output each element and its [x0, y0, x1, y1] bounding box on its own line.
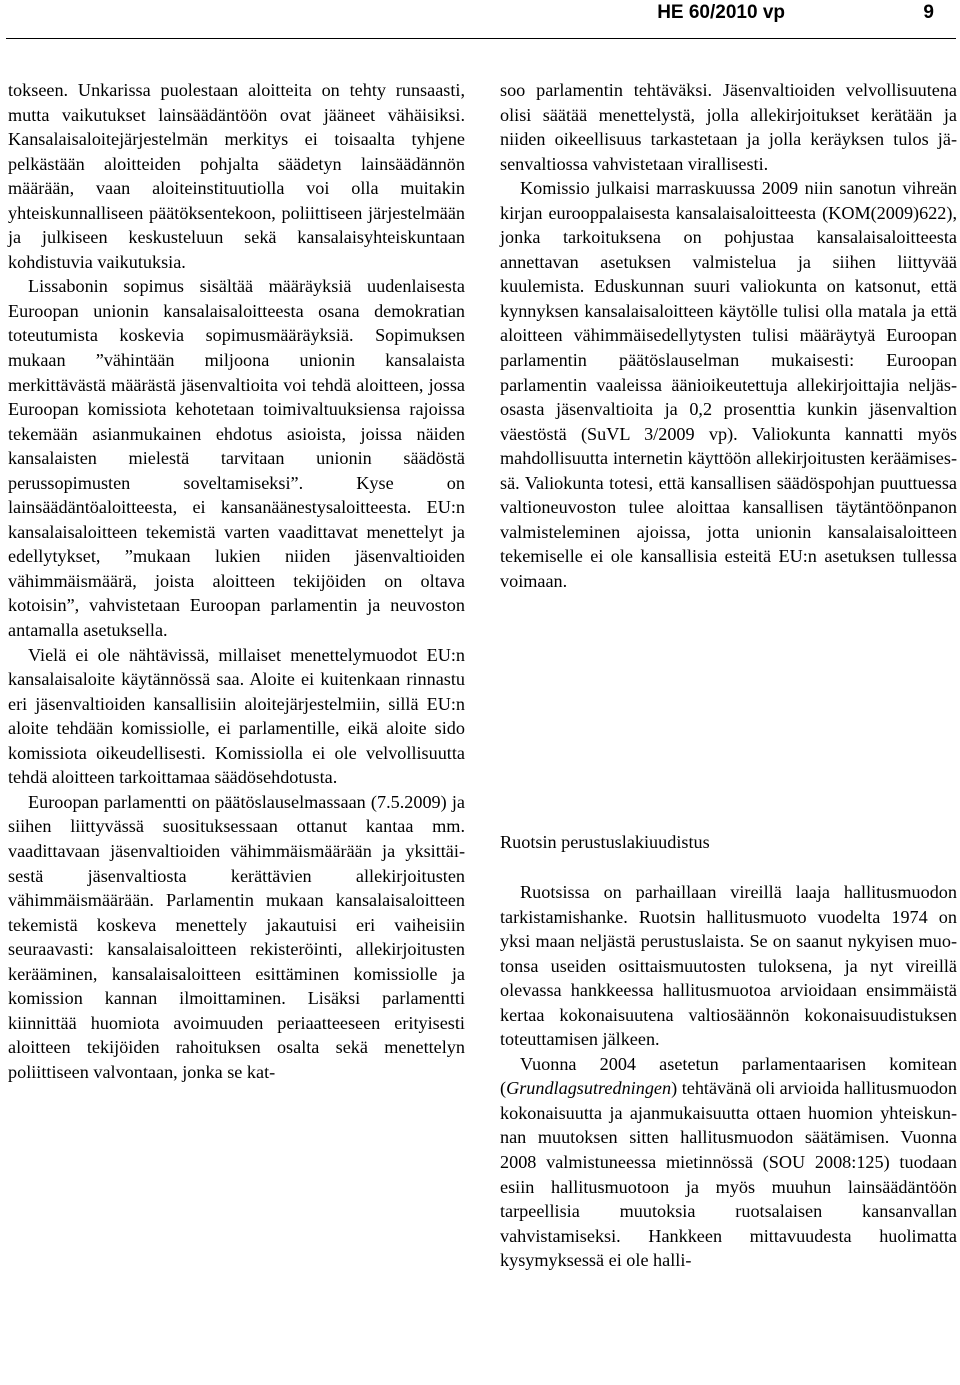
- page-number: 9: [923, 2, 934, 23]
- paragraph: Lissabonin sopimus sisältää määräyksiä uudenlaisesta Euroopan unionin kansalaisaloitteesta osana demokratian toteutumista koskevia sopimusmääräyksiä. Sopimuksen mukaan ”vähintään miljoona unionin kansalaista merkittävästä määrästä jäsenvaltioita voi tehdä aloitteen, jossa Euroopan komissiota kehotetaan toimivaltuuksiensa rajoissa tekemään asianmukainen ehdotus asioista, joissa näiden kansalaisten mielestä tarvitaan unionin säädöstä perussopimusten soveltamiseksi”. Kyse on lainsäädäntöaloitteesta, ei kansanäänestysaloitteesta. EU:n kansalaisaloitteen tekemistä varten vaadittavat menettelyt ja edellytykset, ”mukaan lukien niiden jäsenvaltioiden vähimmäismäärä, joista aloitteen tekijöiden on oltava kotoisin”, vahvistetaan Euroopan parlamentin ja neuvoston antamalla asetuksella.: [8, 276, 465, 641]
- right-column: [500, 78, 957, 1271]
- header-rule: [6, 38, 956, 39]
- section-body: [500, 880, 957, 1273]
- paragraph: Vielä ei ole nähtävissä, millaiset menettelymuodot EU:n kansalaisaloite käytännössä saa. Aloite ei kuitenkaan rinnastu eri jäsenvaltioiden kansallisiin aloitejärjestelmiin, sillä EU:n aloite tehdään komissiolle, ei parlamentille, eikä aloite sido komissiota oikeudellisesti. Komissiolla ei ole velvollisuutta tehdä aloitteen tarkoittamaa säädösehdotusta.: [8, 644, 465, 788]
- paragraph: Komissio julkaisi marraskuussa 2009 niin sanotun vihreän kirjan eurooppalaisesta kansalaisaloitteesta (KOM(2009)622), jonka tarkoituksena on pohjustaa kansalaisaloitteesta annettavan asetuksen valmistelua ja siihen liittyvää kuulemista. Eduskunnan suuri valiokunta on katsonut, että kynnyksen kansalaisaloitteen käytölle tulisi olla matala ja että aloitteen vähimmäisedellytysten tulisi määräytyä Euroopan parlamentin päätöslauselman mukaisesti: Euroopan parlamentin vaaleissa äänioikeutettuja allekirjoittajia neljäsosasta jäsenvaltioita ja 0,2 prosenttia kunkin jäsenvaltion väestöstä (SuVL 3/2009 vp). Valiokunta kannatti myös mahdollisuutta internetin käyttöön allekirjoitusten keräämisessä. Valiokunta totesi, että kansallisen säädöspohjan puuttuessa valtioneuvoston tulee aloittaa kansallisen täytäntöönpanon valmisteleminen ajoissa, jotta unionin kansalaisaloitteen tekemiselle ei ole kansallisia esteitä EU:n asetuksen tullessa voimaan.: [500, 178, 957, 591]
- section-heading: Ruotsin perustuslakiuudistus: [500, 832, 710, 852]
- paragraph: Euroopan parlamentti on päätöslauselmassaan (7.5.2009) ja siihen liittyvässä suosituksessaan ottanut kantaa mm. vaadittavaan jäsenvaltioiden vähimmäismäärään ja yksittäisestä jäsenvaltiosta kerättävien allekirjoitusten vähimmäismäärään. Parlamentin mukaan kansalaisaloitteen tekemistä koskeva menettely jakautuisi eri vaiheisiin seuraavasti: kansalaisaloitteen rekisteröinti, allekirjoitusten kerääminen, kansalaisaloitteen esittäminen komissiolle ja komission kannan ilmoittaminen. Lisäksi parlamentti kiinnittää huomiota avoimuuden periaatteeseen erityisesti aloitteen tekijöiden rahoituksen osalta sekä menettelyn poliittiseen valvontaan, jonka se kat-: [8, 791, 465, 1082]
- left-column: [8, 78, 465, 1084]
- paragraph: Ruotsissa on parhaillaan vireillä laaja hallitusmuodon tarkistamishanke. Ruotsin hallitusmuoto vuodelta 1974 on yksi maan neljästä perustuslaista. Se on saanut nykyisen muotonsa useiden osittaismuutosten tuloksena, ja nyt vireillä olevassa hankkeessa hallitusmuotoa arvioidaan ensimmäistä kertaa kokonaisuutena valtiosäännön kokonaisuudistuksen toteuttamisen jälkeen.: [500, 882, 957, 1050]
- committee-name-italic: Grundlagsutredningen: [506, 1078, 672, 1099]
- paragraph: tokseen. Unkarissa puolestaan aloitteita on tehty runsaasti, mutta vaikutukset lainsäädäntöön ovat jääneet vähäisiksi. Kansalaisaloitejärjestelmän merkitys ei toisaalta tyhjene pelkästään aloitteiden pohjalta säädetyn lainsäädännön määrään, vaan aloiteinstituutiolla voi olla muitakin yhteiskunnalliseen päätöksentekoon, poliittiseen järjestelmään ja julkiseen keskusteluun sekä kansalaisyhteiskuntaan kohdistuvia vaikutuksia.: [8, 80, 465, 272]
- document-id: HE 60/2010 vp: [657, 2, 785, 23]
- paragraph: soo parlamentin tehtäväksi. Jäsenvaltioiden velvollisuutena olisi säätää menettelystä, jolla allekirjoitukset kerätään ja niiden oikeellisuus tarkastetaan ja jolla keräyksen tulos jäsenvaltiossa vahvistetaan virallisesti.: [500, 80, 957, 174]
- paragraph-text: Vuonna 2004 asetetun parlamentaarisen komitean (: [500, 1053, 957, 1099]
- paragraph: [500, 1052, 957, 1273]
- page-header: [0, 0, 960, 34]
- paragraph-text: ) tehtävänä oli arvioida hallitusmuodon kokonaisuutta ja ajanmukaisuutta ottaen huomion yhteiskunnan muutoksen sitten hallitusmuodon säätämisen. Vuonna 2008 valmistuneessa mietinnössä (SOU 2008:125) tuodaan esiin hallitusmuotoon ja myös muuhun lainsäädäntöön tarpeellisia muutoksia ruotsalaisen kansanvallan vahvistamiseksi. Hankkeen mittavuudesta huolimatta kysymyksessä ei ole halli-: [500, 1078, 957, 1271]
